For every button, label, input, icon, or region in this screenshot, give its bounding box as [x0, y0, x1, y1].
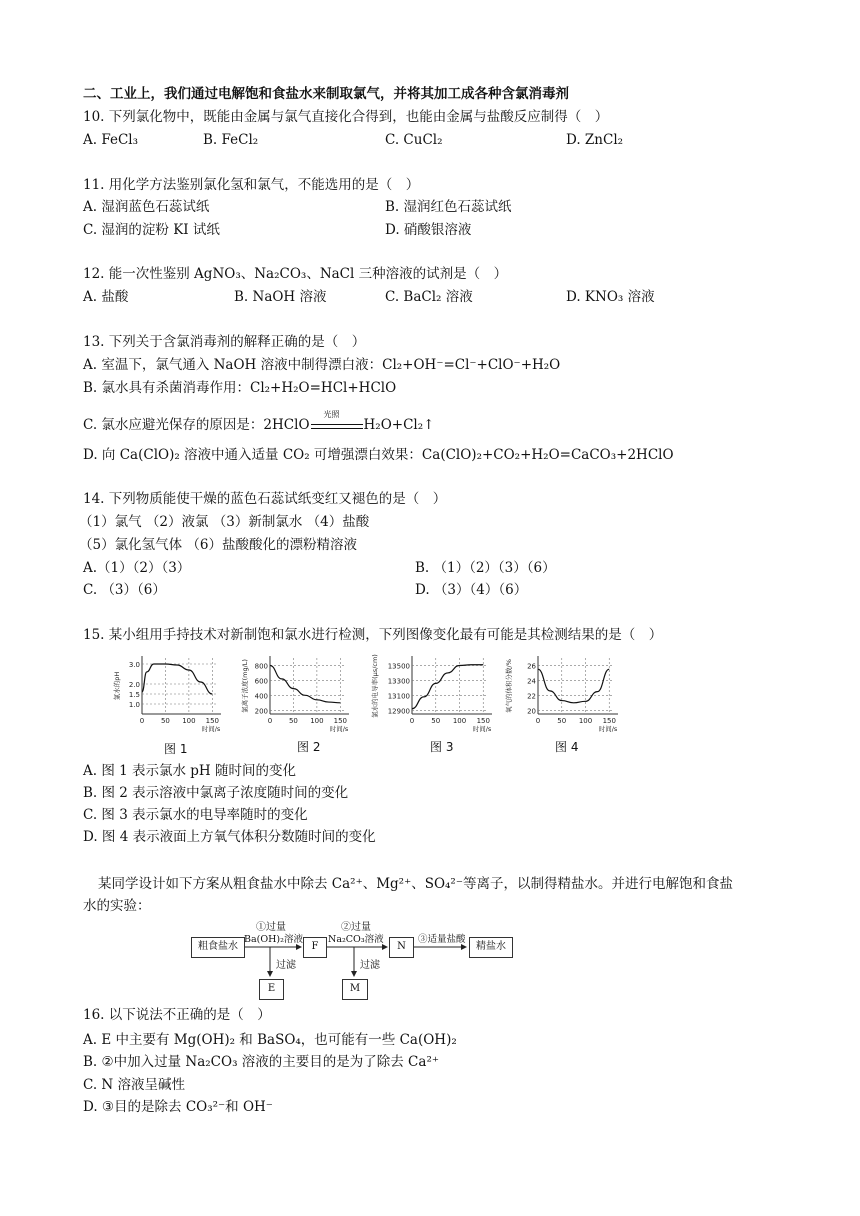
q13-option-c[interactable]	[83, 410, 435, 434]
q12-option-d[interactable]: D. KNO₃ 溶液	[566, 289, 655, 305]
chart1-ytick-label: 3.0	[128, 661, 140, 669]
fig4-caption: 图 4	[555, 740, 579, 754]
flow-box-refined-brine: 精盐水	[469, 937, 513, 958]
q16-option-b[interactable]: B. ②中加入过量 Na₂CO₃ 溶液的主要目的是为了除去 Ca²⁺	[83, 1054, 439, 1070]
q13-option-a[interactable]: A. 室温下，氯气通入 NaOH 溶液中制得漂白液：Cl₂+OH⁻=Cl⁻+ClO⁻+H₂O	[83, 357, 561, 373]
q15-option-d[interactable]: D. 图 4 表示液面上方氧气体积分数随时间的变化	[83, 829, 376, 845]
chart3-xtick-label: 0	[409, 717, 415, 725]
flow-filter2: 过滤	[360, 960, 380, 971]
flow-box-m: M	[342, 979, 368, 1000]
q12-option-a[interactable]: A. 盐酸	[83, 289, 129, 305]
passage-line2: 水的实验：	[83, 898, 151, 914]
chart1-xlabel: 时间/s	[201, 725, 221, 733]
q14-stem: 14. 下列物质能使干燥的蓝色石蕊试纸变红又褪色的是（ ）	[83, 491, 447, 507]
chart4-ylabel: 氧气的体积分数/%	[505, 659, 513, 713]
q11-option-d[interactable]: D. 硝酸银溶液	[385, 222, 472, 238]
chart3-ytick-label: 13500	[387, 662, 410, 671]
q16-option-a[interactable]: A. E 中主要有 Mg(OH)₂ 和 BaSO₄，也可能有一些 Ca(OH)₂	[83, 1032, 457, 1048]
q10-option-a[interactable]: A. FeCl₃	[83, 132, 139, 148]
chart1-xtick-label: 150	[205, 717, 219, 725]
q12-option-c[interactable]: C. BaCl₂ 溶液	[385, 289, 473, 305]
q13-stem: 13. 下列关于含氯消毒剂的解释正确的是（ ）	[83, 334, 366, 350]
chart4-ytick-label: 22	[527, 692, 536, 701]
q10-stem: 10. 下列氯化物中，既能由金属与氯气直接化合得到，也能由金属与盐酸反应制得（ ）	[83, 109, 609, 125]
chart4-xtick-label: 50	[557, 717, 567, 725]
chart2-xtick-label: 50	[288, 717, 298, 725]
chart2-xtick-label: 100	[310, 717, 324, 725]
chart3-series-line	[412, 665, 483, 709]
chart3-ytick-label: 13300	[387, 677, 410, 686]
chart4-xtick-label: 0	[535, 717, 541, 725]
chart2-ytick-label: 200	[254, 707, 268, 716]
fig2-caption: 图 2	[297, 740, 321, 754]
flow-step3: ③适量盐酸	[418, 934, 466, 945]
chart1-xtick-label: 0	[139, 717, 145, 725]
chart1-ytick-label: 2.0	[128, 681, 140, 689]
q14-option-a[interactable]: A.（1）（2）（3）	[83, 560, 191, 576]
chart1-xtick-label: 50	[160, 717, 170, 725]
q13-option-d[interactable]: D. 向 Ca(ClO)₂ 溶液中通入适量 CO₂ 可增强漂白效果：Ca(ClO)₂+CO₂+H₂O=CaCO₃+2HClO	[83, 447, 674, 463]
flow-filter1: 过滤	[276, 960, 296, 971]
q11-option-c[interactable]: C. 湿润的淀粉 KI 试纸	[83, 222, 220, 238]
q13-c-right: H₂O+Cl₂↑	[363, 417, 435, 433]
chart2-ytick-label: 600	[254, 677, 268, 686]
chart2-series-line	[270, 665, 340, 702]
q12-option-b[interactable]: B. NaOH 溶液	[234, 289, 327, 305]
figures-chart-strip	[112, 650, 632, 760]
chart2-xlabel: 时间/s	[329, 725, 349, 733]
flow-box-raw-brine: 粗食盐水	[191, 937, 245, 958]
chart4-ytick-label: 24	[527, 677, 536, 686]
q16-stem: 16. 以下说法不正确的是（ ）	[83, 1007, 271, 1023]
chart3-xtick-label: 100	[452, 717, 467, 725]
passage-line1: 某同学设计如下方案从粗食盐水中除去 Ca²⁺、Mg²⁺、SO₄²⁻等离子，以制得精盐水。并进行电解饱和食盐	[98, 876, 733, 892]
q14-option-c[interactable]: C. （3）（6）	[83, 582, 166, 598]
q15-option-b[interactable]: B. 图 2 表示溶液中氯离子浓度随时间的变化	[83, 785, 349, 801]
chart2-xtick-label: 0	[267, 717, 273, 725]
chart4-xtick-label: 150	[602, 717, 616, 725]
q14-items-line2: （5）氯化氢气体 （6）盐酸酸化的漂粉精溶液	[79, 537, 357, 553]
fig3-caption: 图 3	[430, 740, 454, 754]
q14-items-line1: （1）氯气 （2）液氯 （3）新制氯水 （4）盐酸	[79, 514, 370, 530]
q15-option-c[interactable]: C. 图 3 表示氯水的电导率随时的变化	[83, 807, 308, 823]
chart2-ytick-label: 400	[254, 692, 268, 701]
flow-box-f: F	[303, 937, 327, 958]
q15-stem: 15. 某小组用手持技术对新制饱和氯水进行检测，下列图像变化最有可能是其检测结果的是（ ）	[83, 627, 663, 643]
equation-condition	[310, 410, 364, 434]
chart4-xtick-label: 100	[578, 717, 593, 725]
q11-option-a[interactable]: A. 湿润蓝色石蕊试纸	[83, 199, 210, 215]
flow-step1-top: ①过量	[256, 922, 286, 933]
q16-option-c[interactable]: C. N 溶液呈碱性	[83, 1077, 186, 1093]
flow-step2-bottom: Na₂CO₃溶液	[328, 934, 384, 945]
q10-option-b[interactable]: B. FeCl₂	[203, 132, 259, 148]
chart4-ytick-label: 20	[527, 707, 536, 716]
q13-option-b[interactable]: B. 氯水具有杀菌消毒作用：Cl₂+H₂O=HCl+HClO	[83, 380, 397, 396]
q16-option-d[interactable]: D. ③目的是除去 CO₃²⁻和 OH⁻	[83, 1099, 273, 1115]
chart4-series-line	[538, 669, 609, 703]
flow-step2-top: ②过量	[341, 922, 371, 933]
q11-option-b[interactable]: B. 湿润红色石蕊试纸	[385, 199, 512, 215]
chart1-ylabel: 氯水的pH	[113, 671, 121, 701]
chart2-ytick-label: 800	[254, 662, 268, 671]
chart3-xtick-label: 150	[476, 717, 490, 725]
q11-stem: 11. 用化学方法鉴别氯化氢和氯气，不能选用的是（ ）	[83, 177, 420, 193]
q15-option-a[interactable]: A. 图 1 表示氯水 pH 随时间的变化	[83, 763, 297, 779]
chart3-ytick-label: 13100	[387, 692, 410, 701]
q12-stem: 12. 能一次性鉴别 AgNO₃、Na₂CO₃、NaCl 三种溶液的试剂是（ ）	[83, 266, 508, 282]
chart2-ylabel: 氯离子浓度(mg/L)	[241, 659, 249, 713]
q14-option-d[interactable]: D. （3）（4）（6）	[415, 582, 528, 598]
chart4-ytick-label: 26	[527, 662, 536, 671]
flow-box-n: N	[389, 937, 414, 958]
chart4-xlabel: 时间/s	[598, 725, 618, 733]
chart1-series-line	[142, 664, 212, 694]
chart3-ytick-label: 12900	[387, 707, 410, 716]
q14-option-b[interactable]: B. （1）（2）（3）（6）	[415, 560, 556, 576]
q10-option-d[interactable]: D. ZnCl₂	[566, 132, 624, 148]
condition-label: 光照	[323, 410, 340, 419]
double-line-icon	[311, 424, 363, 429]
chart3-xtick-label: 50	[431, 717, 441, 725]
chart2-xtick-label: 150	[333, 717, 347, 725]
chart3-xlabel: 时间/s	[472, 725, 492, 733]
chart1-xtick-label: 100	[182, 717, 196, 725]
chart1-ytick-label: 1.0	[128, 701, 140, 709]
q10-option-c[interactable]: C. CuCl₂	[385, 132, 443, 148]
flow-step1-bottom: Ba(OH)₂溶液	[244, 934, 303, 945]
chart3-ylabel: 氯水的电导率(μs/cm)	[371, 654, 379, 718]
chart1-ytick-label: 1.5	[128, 691, 140, 699]
fig1-caption: 图 1	[164, 742, 188, 756]
q13-c-left: C. 氯水应避光保存的原因是：2HClO	[83, 417, 310, 433]
section-title: 二、工业上，我们通过电解饱和食盐水来制取氯气，并将其加工成各种含氯消毒剂	[83, 86, 569, 102]
flow-box-e: E	[259, 979, 284, 1000]
